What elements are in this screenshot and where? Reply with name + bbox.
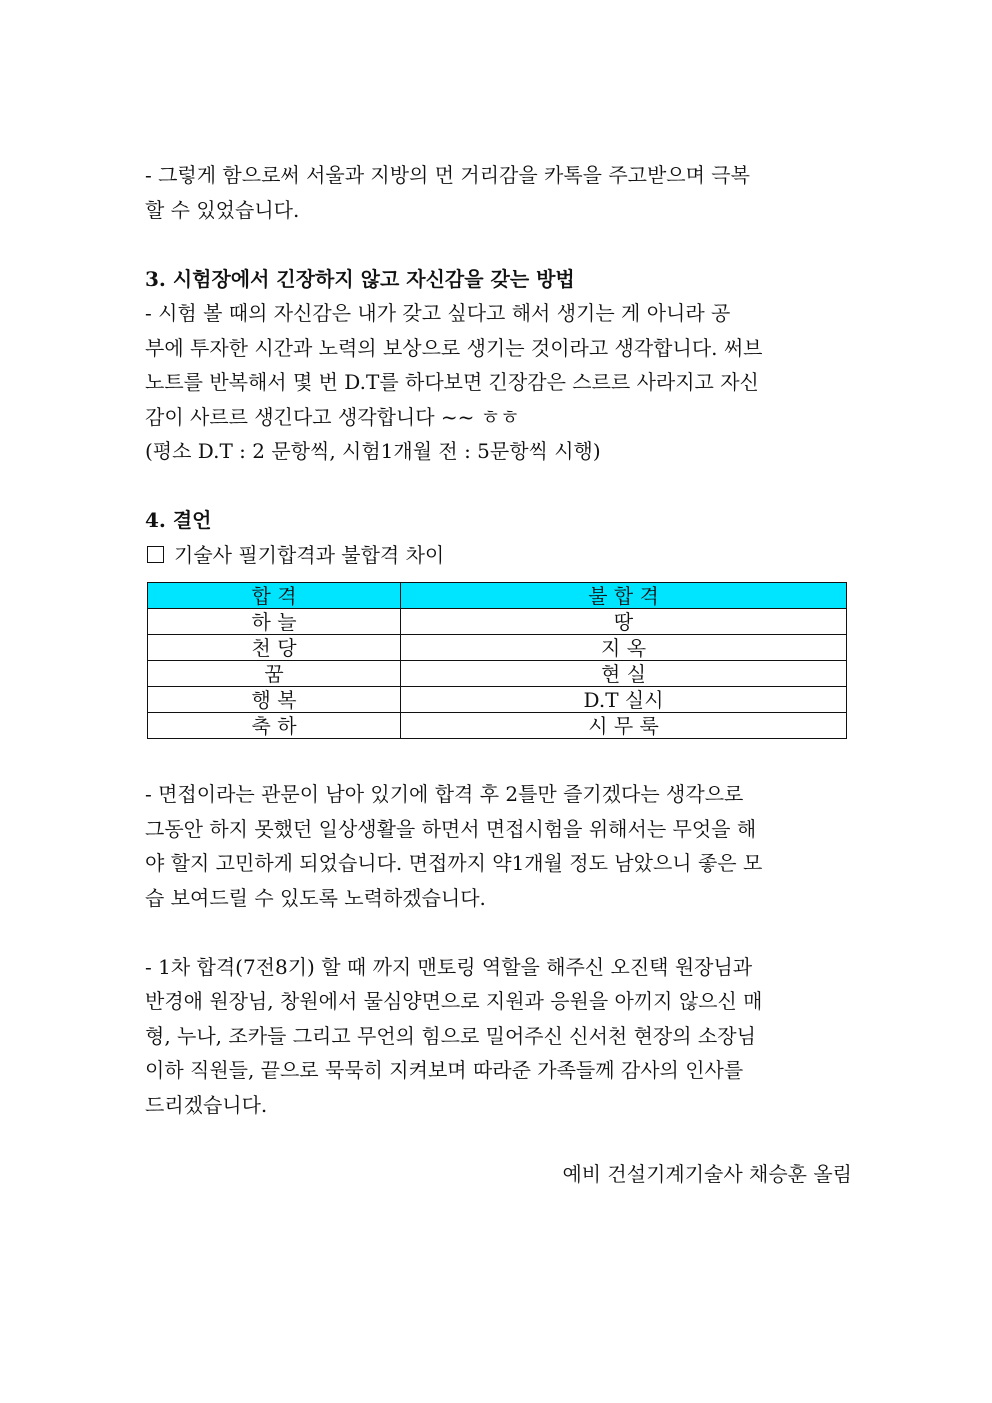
signature: 예비 건설기계기술사 채승훈 올림: [562, 1161, 852, 1186]
table-row: [148, 661, 847, 687]
table-cell: 천 당: [148, 635, 401, 661]
text-line: 형, 누나, 조카들 그리고 무언의 힘으로 밀어주신 신서천 현장의 소장님: [145, 1023, 756, 1048]
table-header-row: [148, 583, 847, 609]
table-cell: 하 늘: [148, 609, 401, 635]
comparison-table: [147, 582, 847, 739]
text-line: - 시험 볼 때의 자신감은 내가 갖고 싶다고 해서 생기는 게 아니라 공: [145, 301, 731, 325]
document-page: [145, 158, 852, 1191]
table-header-pass: 합 격: [148, 583, 401, 609]
table-cell: 시 무 룩: [401, 713, 847, 739]
text-line: 반경애 원장님, 창원에서 물심양면으로 지원과 응원을 아끼지 않으신 매: [145, 989, 763, 1013]
paragraph-confidence: [145, 296, 852, 469]
table-row: [148, 635, 847, 661]
table-cell: 지 옥: [401, 635, 847, 661]
table-row: [148, 609, 847, 635]
paragraph-distance: [145, 158, 852, 227]
table-header-fail: 불 합 격: [401, 583, 847, 609]
table-cell: 행 복: [148, 687, 401, 713]
text-line: 할 수 있었습니다.: [145, 197, 300, 222]
text-line: 이하 직원들, 끝으로 묵묵히 지켜보며 따라준 가족들께 감사의 인사를: [145, 1058, 744, 1082]
text-line: 습 보여드릴 수 있도록 노력하겠습니다.: [145, 885, 486, 910]
text-line: 드리겠습니다.: [145, 1092, 268, 1117]
section-heading-3: 3. 시험장에서 긴장하지 않고 자신감을 갖는 방법: [145, 266, 575, 291]
text-line: - 1차 합격(7전8기) 할 때 까지 맨토링 역할을 해주신 오진택 원장님과: [145, 954, 753, 979]
text-line: 야 할지 고민하게 되었습니다. 면접까지 약1개월 정도 남았으니 좋은 모: [145, 851, 763, 875]
paragraph-thanks: [145, 950, 852, 1123]
text-line: 감이 사르르 생긴다고 생각합니다 ~~ ㅎㅎ: [145, 404, 520, 429]
text-line: - 면접이라는 관문이 남아 있기에 합격 후 2틀만 즐기겠다는 생각으로: [145, 782, 744, 806]
text-line: - 그렇게 함으로써 서울과 지방의 먼 거리감을 카톡을 주고받으며 극복: [145, 163, 750, 187]
table-cell: 꿈: [148, 661, 401, 687]
text-line: 부에 투자한 시간과 노력의 보상으로 생기는 것이라고 생각합니다. 써브: [145, 335, 763, 360]
paragraph-interview: [145, 777, 852, 915]
table-cell: 축 하: [148, 713, 401, 739]
checkbox-label: 기술사 필기합격과 불합격 차이: [174, 542, 445, 567]
table-cell: D.T 실시: [401, 687, 847, 713]
section-heading-4: 4. 결언: [145, 508, 212, 532]
text-line: 노트를 반복해서 몇 번 D.T를 하다보면 긴장감은 스르르 사라지고 자신: [145, 370, 759, 394]
table-cell: 현 실: [401, 661, 847, 687]
checkbox-line: [145, 538, 852, 573]
text-line: 그동안 하지 못했던 일상생활을 하면서 면접시험을 위해서는 무엇을 해: [145, 816, 757, 841]
table-cell: 땅: [401, 609, 847, 635]
table-row: [148, 713, 847, 739]
checkbox-icon: [147, 546, 164, 563]
table-row: [148, 687, 847, 713]
text-line: (평소 D.T : 2 문항씩, 시험1개월 전 : 5문항씩 시행): [145, 439, 601, 463]
